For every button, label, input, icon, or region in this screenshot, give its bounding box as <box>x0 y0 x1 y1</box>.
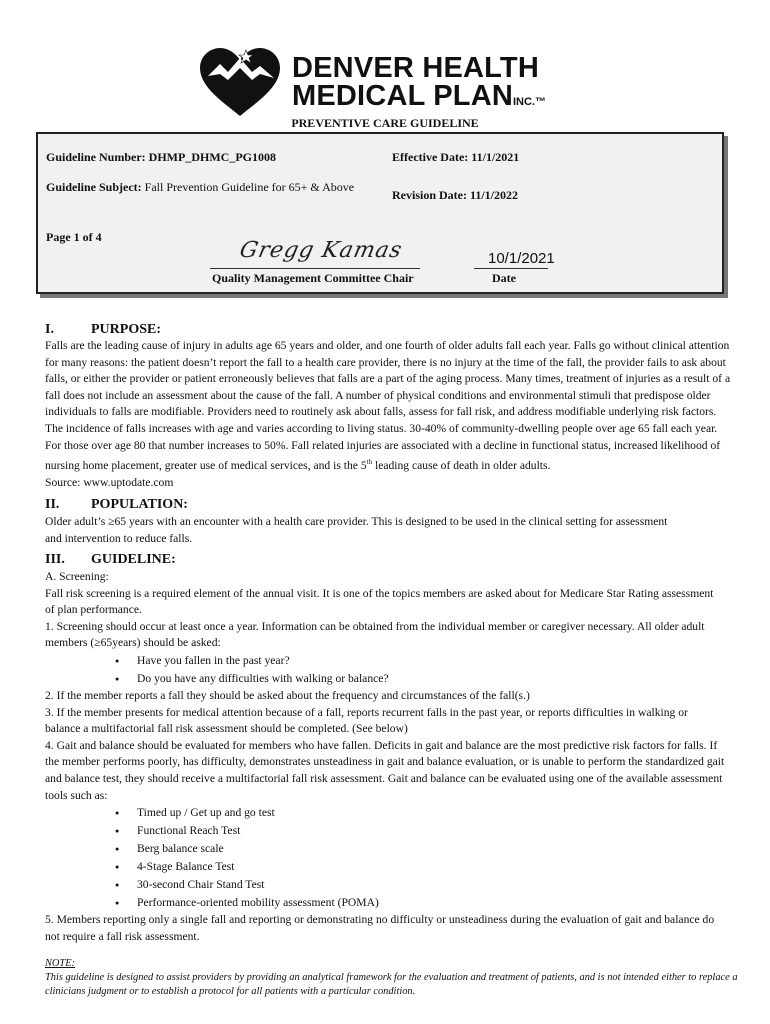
brand-wordmark <box>292 54 546 116</box>
note-text: This guideline is designed to assist providers by providing an analytical framework for the evaluation and treatment of patients, and is not intended either to replace a clinicians judgment or to establish a protocol for all patients with a particular condition. <box>45 972 738 997</box>
guideline-item-1: 1. Screening should occur at least once a year. Information can be obtained from the individual member or caregiver necessary. All older adult members (≥65years) should be asked: <box>45 619 705 650</box>
list-item: ● 4-Stage Balance Test <box>45 858 725 876</box>
guideline-item-2: 2. If the member reports a fall they should be asked about the frequency and circumstances of the fall(s.) <box>45 688 530 702</box>
purpose-section <box>45 338 735 491</box>
signed-date: 10/1/2021 <box>488 250 555 267</box>
list-item: ● Functional Reach Test <box>45 822 725 840</box>
signer-title: Quality Management Committee Chair <box>212 271 414 285</box>
list-item: ● Have you fallen in the past year? <box>45 652 725 670</box>
effective-date: Effective Date: 11/1/2021 <box>392 150 520 164</box>
guideline-section <box>45 569 725 945</box>
document-kind-title: PREVENTIVE CARE GUIDELINE <box>291 116 479 130</box>
population-text: Older adult’s ≥65 years with an encounter with a health care provider. This is designed to be used in the clinical setting for assessment and intervention to reduce falls. <box>45 515 668 545</box>
guideline-item-4: 4. Gait and balance should be evaluated for members who have fallen. Deficits in gait and balance are the most predictive risk factors for falls. If the member performs poorly, has difficulty, demonstrates unsteadiness in gait and balance evaluation, or is unable to perform the standardized gait and balance test, they should receive a multifactorial fall risk assessment. Gait and balance can be evaluated using one of the available assessment tools such as: <box>45 738 725 802</box>
list-item: ● Timed up / Get up and go test <box>45 804 725 822</box>
purpose-source: Source: www.uptodate.com <box>45 475 174 489</box>
brand-line-2: MEDICAL PLANINC.™ <box>292 80 546 112</box>
date-label: Date <box>492 271 516 285</box>
population-heading: II. POPULATION: <box>45 497 188 512</box>
brand-suffix: INC.™ <box>512 96 546 108</box>
screening-text: Fall risk screening is a required element of the annual visit. It is one of the topics members are asked about for Medicare Star Rating assessment of plan performance. <box>45 586 714 617</box>
screening-questions-list <box>45 652 725 688</box>
purpose-paragraph-2: The incidence of falls increases with age and varies according to living status. 30-40% of community-dwelling people over age 65 fall each year. For those over age 80 that number increases to 50%. Fall related injuries are associated with a decline in functional status, increased likelihood of nursing home placement, greater use of medical services, and is the 5th leading cause of death in older adults. <box>45 421 721 473</box>
list-item: ● Do you have any difficulties with walking or balance? <box>45 670 725 688</box>
page-number: Page 1 of 4 <box>46 230 102 244</box>
note-section <box>45 957 745 999</box>
guideline-heading: III. GUIDELINE: <box>45 552 176 567</box>
date-line <box>474 268 548 269</box>
population-section <box>45 514 685 547</box>
screening-heading: A. Screening: <box>45 570 109 583</box>
list-item: ● Performance-oriented mobility assessment (POMA) <box>45 894 725 912</box>
purpose-heading: I. PURPOSE: <box>45 322 161 337</box>
brand-line-1: DENVER HEALTH <box>292 52 539 84</box>
assessment-tools-list <box>45 804 725 912</box>
list-item: ● Berg balance scale <box>45 840 725 858</box>
guideline-subject: Guideline Subject: Fall Prevention Guideline for 65+ & Above <box>46 180 355 194</box>
note-heading: NOTE: <box>45 958 76 969</box>
guideline-item-3: 3. If the member presents for medical attention because of a fall, reports recurrent falls in the past year, or reports difficulties in walking or balance a multifactorial fall risk assessment should be completed. (See below) <box>45 705 688 736</box>
revision-date: Revision Date: 11/1/2022 <box>392 188 519 202</box>
list-item: ● 30-second Chair Stand Test <box>45 876 725 894</box>
guideline-number: Guideline Number: DHMP_DHMC_PG1008 <box>46 150 276 164</box>
signature-line <box>210 268 420 269</box>
signature: Gregg Kamas <box>237 238 405 263</box>
guideline-item-5: 5. Members reporting only a single fall and reporting or demonstrating no difficulty or unsteadiness during the evaluation of gait and balance do not require a fall risk assessment. <box>45 913 715 943</box>
heart-mountain-logo-icon <box>196 46 284 118</box>
purpose-paragraph-1: Falls are the leading cause of injury in adults age 65 years and older, and one fourth of older adults fall each year. Falls go without clinical attention for many reasons: the patient doesn’t report the fall to a health care provider, there is no injury at the time of the fall, the provider fails to ask about falls, or either the provider or patient erroneously believes that falls are a part of the aging process. Many times, treatment of injuries as a result of a fall does not include an assessment about the cause of the fall. A number of physical conditions and environmental stimuli that predispose older individuals to falls are modifiable. Providers need to routinely ask about falls, assess for fall risk, and address modifiable underlying risk factors. <box>45 339 731 419</box>
